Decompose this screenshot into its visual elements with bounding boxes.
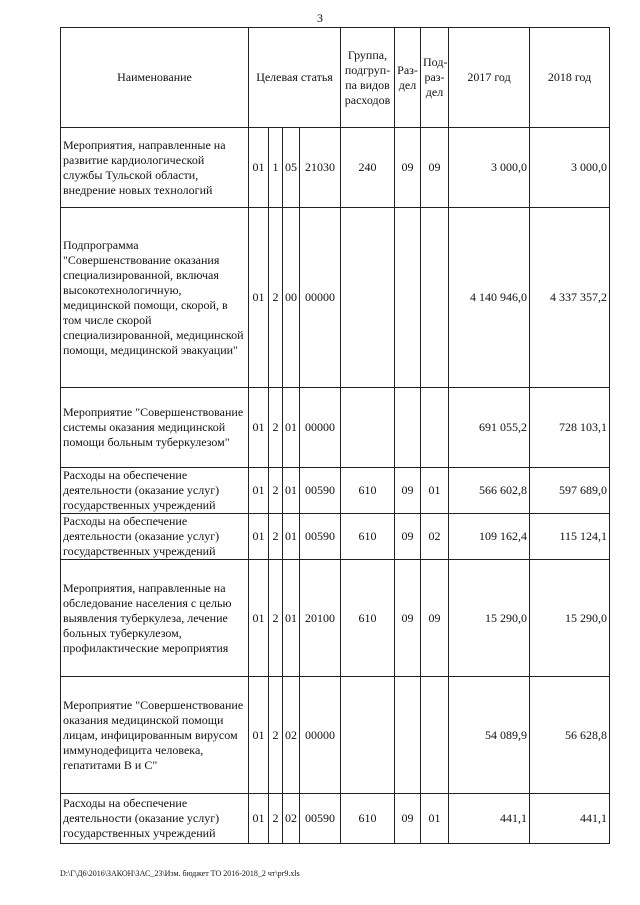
subsection-cell: 01	[421, 794, 449, 844]
row-name-cell: Мероприятия, направленные на развитие кардиологической службы Тульской области, внедрение новых технологий	[61, 128, 249, 208]
target-code-4-cell: 00590	[300, 468, 341, 514]
section-cell: 09	[395, 514, 421, 560]
section-cell	[395, 677, 421, 794]
target-code-4-cell: 00000	[300, 208, 341, 388]
amount-2017-cell: 441,1	[449, 794, 530, 844]
table-row	[61, 677, 610, 794]
target-code-4-cell: 00000	[300, 677, 341, 794]
header-2017: 2017 год	[449, 28, 530, 128]
amount-2018-cell: 56 628,8	[530, 677, 610, 794]
target-code-3-cell: 01	[283, 388, 300, 468]
target-code-3-cell: 00	[283, 208, 300, 388]
amount-2018-cell: 15 290,0	[530, 560, 610, 677]
amount-2018-cell: 441,1	[530, 794, 610, 844]
amount-2017-cell: 15 290,0	[449, 560, 530, 677]
target-code-3-cell: 05	[283, 128, 300, 208]
target-code-2-cell: 2	[269, 794, 283, 844]
target-code-3-cell: 01	[283, 514, 300, 560]
section-cell: 09	[395, 560, 421, 677]
target-code-2-cell: 1	[269, 128, 283, 208]
amount-2018-cell: 4 337 357,2	[530, 208, 610, 388]
section-cell: 09	[395, 794, 421, 844]
section-cell	[395, 388, 421, 468]
amount-2017-cell: 54 089,9	[449, 677, 530, 794]
table-row	[61, 388, 610, 468]
amount-2018-cell: 597 689,0	[530, 468, 610, 514]
subsection-cell	[421, 677, 449, 794]
row-name-cell: Расходы на обеспечение деятельности (оказание услуг) государственных учреждений	[61, 514, 249, 560]
target-code-4-cell: 00590	[300, 514, 341, 560]
amount-2018-cell: 728 103,1	[530, 388, 610, 468]
table-row	[61, 794, 610, 844]
subsection-cell: 09	[421, 560, 449, 677]
header-subsection: Под-раз-дел	[421, 28, 449, 128]
target-code-2-cell: 2	[269, 388, 283, 468]
table-row	[61, 208, 610, 388]
expense-group-cell: 240	[341, 128, 395, 208]
expense-group-cell	[341, 388, 395, 468]
amount-2017-cell: 4 140 946,0	[449, 208, 530, 388]
amount-2017-cell: 691 055,2	[449, 388, 530, 468]
target-code-1-cell: 01	[249, 794, 269, 844]
table-row	[61, 468, 610, 514]
target-code-2-cell: 2	[269, 514, 283, 560]
target-code-4-cell: 20100	[300, 560, 341, 677]
subsection-cell: 09	[421, 128, 449, 208]
header-row	[61, 28, 610, 128]
section-cell	[395, 208, 421, 388]
target-code-2-cell: 2	[269, 560, 283, 677]
table-row	[61, 560, 610, 677]
row-name-cell: Подпрограмма "Совершенствование оказания специализированной, включая высокотехнологичную, медицинской помощи, скорой, в том числе скорой специализированной, медицинской помощи, медицинской эвакуации"	[61, 208, 249, 388]
row-name-cell: Расходы на обеспечение деятельности (оказание услуг) государственных учреждений	[61, 468, 249, 514]
page-number: 3	[317, 11, 323, 25]
amount-2018-cell: 115 124,1	[530, 514, 610, 560]
target-code-1-cell: 01	[249, 677, 269, 794]
target-code-1-cell: 01	[249, 388, 269, 468]
table-row	[61, 514, 610, 560]
subsection-cell	[421, 208, 449, 388]
amount-2017-cell: 3 000,0	[449, 128, 530, 208]
target-code-2-cell: 2	[269, 468, 283, 514]
header-name: Наименование	[61, 28, 249, 128]
amount-2017-cell: 566 602,8	[449, 468, 530, 514]
budget-table	[60, 27, 610, 844]
amount-2017-cell: 109 162,4	[449, 514, 530, 560]
target-code-1-cell: 01	[249, 208, 269, 388]
target-code-3-cell: 02	[283, 677, 300, 794]
expense-group-cell: 610	[341, 794, 395, 844]
subsection-cell: 01	[421, 468, 449, 514]
target-code-4-cell: 00000	[300, 388, 341, 468]
expense-group-cell: 610	[341, 468, 395, 514]
header-group: Группа, подгруп-па видов расходов	[341, 28, 395, 128]
expense-group-cell: 610	[341, 560, 395, 677]
header-2018: 2018 год	[530, 28, 610, 128]
target-code-3-cell: 01	[283, 468, 300, 514]
section-cell: 09	[395, 468, 421, 514]
target-code-3-cell: 02	[283, 794, 300, 844]
subsection-cell: 02	[421, 514, 449, 560]
target-code-2-cell: 2	[269, 677, 283, 794]
target-code-1-cell: 01	[249, 560, 269, 677]
amount-2018-cell: 3 000,0	[530, 128, 610, 208]
target-code-4-cell: 21030	[300, 128, 341, 208]
expense-group-cell	[341, 208, 395, 388]
target-code-3-cell: 01	[283, 560, 300, 677]
row-name-cell: Мероприятие "Совершенствование системы оказания медицинской помощи больным туберкулезом"	[61, 388, 249, 468]
target-code-1-cell: 01	[249, 128, 269, 208]
target-code-1-cell: 01	[249, 514, 269, 560]
expense-group-cell: 610	[341, 514, 395, 560]
target-code-4-cell: 00590	[300, 794, 341, 844]
subsection-cell	[421, 388, 449, 468]
header-section: Раз-дел	[395, 28, 421, 128]
target-code-2-cell: 2	[269, 208, 283, 388]
row-name-cell: Расходы на обеспечение деятельности (оказание услуг) государственных учреждений	[61, 794, 249, 844]
file-path-footer: D:\Г\Д6\2016\ЗАКОН\ЗАС_23\Изм. бюджет ТО 2016-2018_2 чт\pr9.xls	[60, 869, 300, 878]
row-name-cell: Мероприятия, направленные на обследование населения с целью выявления туберкулеза, лечение больных туберкулезом, профилактические мероприятия	[61, 560, 249, 677]
row-name-cell: Мероприятие "Совершенствование оказания медицинской помощи лицам, инфицированным вирусом иммунодефицита человека, гепатитами В и С"	[61, 677, 249, 794]
header-target: Целевая статья	[249, 28, 341, 128]
expense-group-cell	[341, 677, 395, 794]
target-code-1-cell: 01	[249, 468, 269, 514]
section-cell: 09	[395, 128, 421, 208]
table-row	[61, 128, 610, 208]
